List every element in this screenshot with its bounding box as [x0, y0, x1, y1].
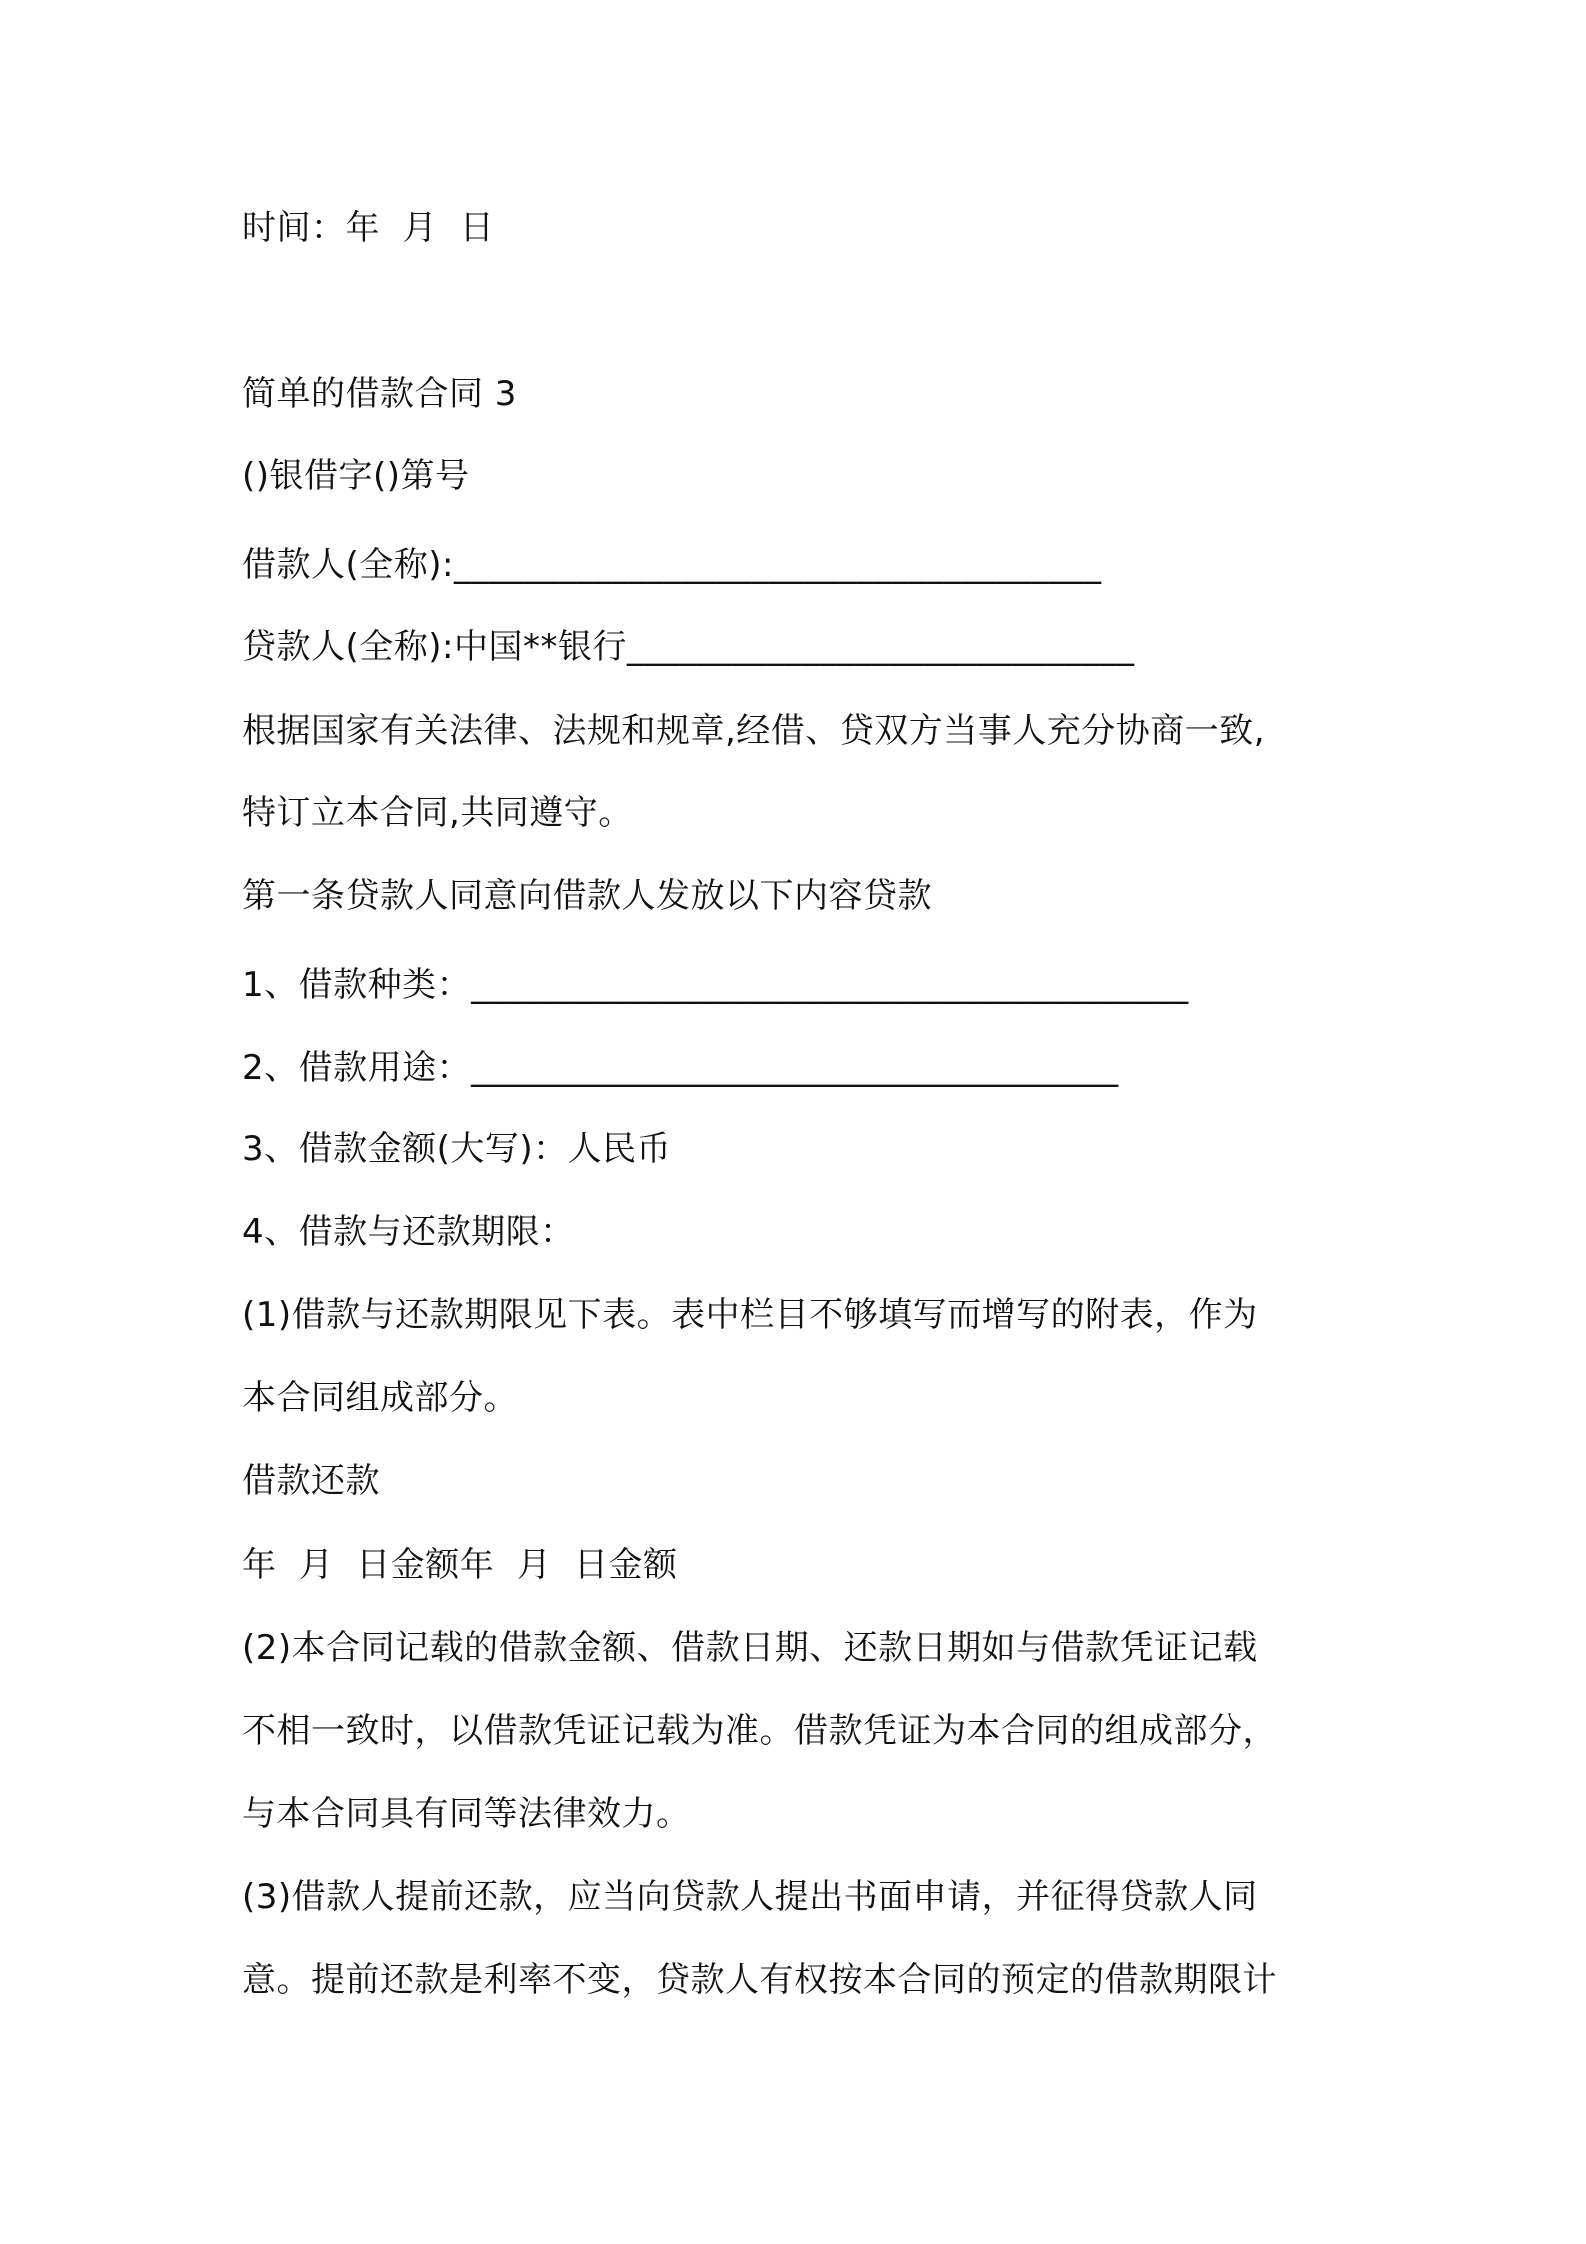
repayment-table-row: 年 月 日金额年 月 日金额 — [242, 1545, 678, 1585]
loan-term-item: 4、借款与还款期限： — [242, 1212, 575, 1252]
borrower-line: 借款人(全称):_____________________________________ — [242, 545, 1102, 585]
contract-title: 简单的借款合同 3 — [242, 374, 517, 414]
clause-2-line-1: (2)本合同记载的借款金额、借款日期、还款日期如与借款凭证记载 — [242, 1628, 1258, 1668]
preamble-line-1: 根据国家有关法律、法规和规章,经借、贷双方当事人充分协商一致, — [242, 711, 1266, 751]
article-1-heading: 第一条贷款人同意向借款人发放以下内容贷款 — [242, 876, 932, 916]
date-line: 时间：年 月 日 — [242, 208, 495, 248]
preamble-line-2: 特订立本合同,共同遵守。 — [242, 793, 633, 833]
clause-1-line-2: 本合同组成部分。 — [242, 1378, 518, 1418]
loan-amount-item: 3、借款金额(大写)：人民币 — [242, 1129, 672, 1169]
loan-purpose-item: 2、借款用途：_____________________________________ — [242, 1048, 1119, 1088]
clause-3-line-1: (3)借款人提前还款，应当向贷款人提出书面申请，并征得贷款人同 — [242, 1877, 1258, 1917]
clause-2-line-3: 与本合同具有同等法律效力。 — [242, 1794, 691, 1834]
clause-2-line-2: 不相一致时，以借款凭证记载为准。借款凭证为本合同的组成部分， — [242, 1711, 1277, 1751]
clause-1-line-1: (1)借款与还款期限见下表。表中栏目不够填写而增写的附表，作为 — [242, 1295, 1258, 1335]
repayment-table-header: 借款还款 — [242, 1461, 380, 1501]
clause-3-line-2: 意。提前还款是利率不变，贷款人有权按本合同的预定的借款期限计 — [242, 1960, 1277, 2000]
loan-type-item: 1、借款种类：_________________________________________ — [242, 965, 1189, 1005]
lender-line: 贷款人(全称):中国**银行_____________________________ — [242, 627, 1135, 667]
contract-number: ()银借字()第号 — [242, 456, 470, 496]
